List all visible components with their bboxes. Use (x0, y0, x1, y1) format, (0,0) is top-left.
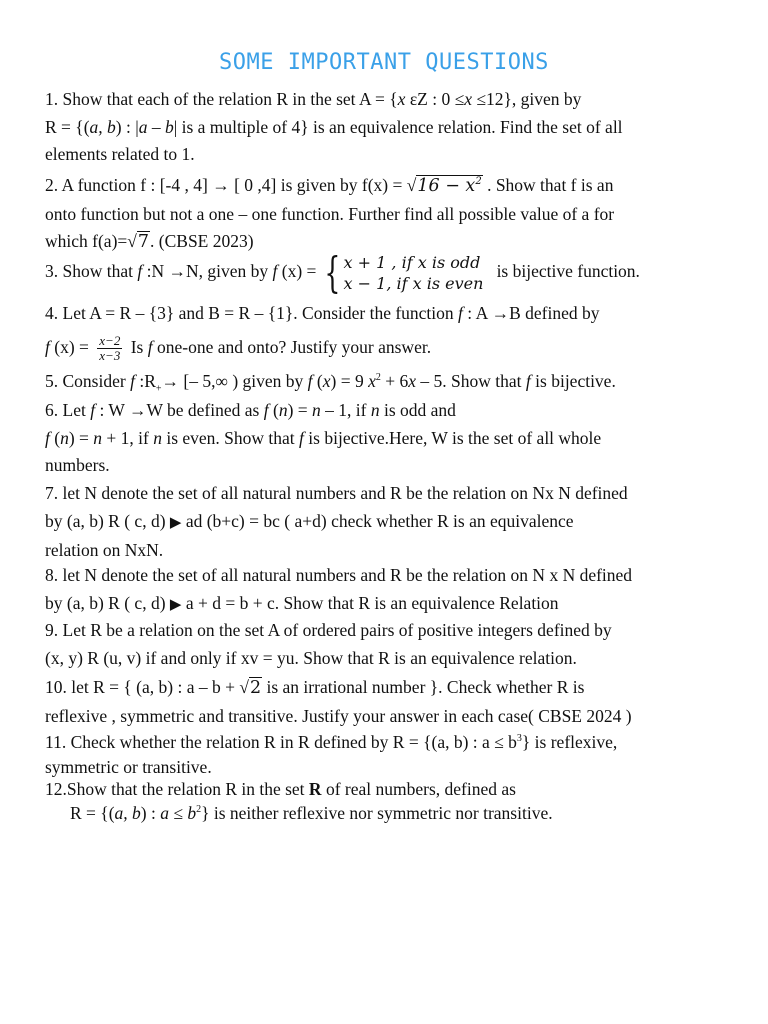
sqrt-seven: √7 (127, 231, 150, 252)
sqrt-two: √2 (239, 677, 262, 698)
question-2: 2. A function f : [-4 , 4] → [ 0 ,4] is given by $f(x) = √16 - x^2$ . Show that f is an onto function but not a one – one function. Further find all possible value of a for which f(a)=√7. (CBSE 2023) (45, 172, 735, 257)
question-8: 8. let N denote the set of all natural numbers and R be the relation on N x N defined by (a, b) R ( c, d) ▶ a + d = b + c. Show that R is an equivalence Relation (45, 565, 633, 613)
question-11: 11. Check whether the relation R in R defined by R = {(a, b) : $a \le b^3$} is reflexive, symmetric or transitive. (45, 732, 618, 777)
triangle-arrow-icon: ▶ (169, 514, 182, 531)
sqrt-expression: $√16 - x^2$ (406, 175, 482, 196)
question-6: 6. Let f : W →W be defined as f (n) = n – 1, if n is odd and f (n) = n + 1, if n is even. Show that f is bijective.Here, W is the set of all whole numbers. (45, 400, 602, 475)
question-1: 1. Show that each of the relation R in the set A = {x εZ : 0 ≤x ≤12}, given by R = {(a, b) : |a – b| is a multiple of 4} is an equivalence relation. Find the set of all elements related to 1. (45, 89, 623, 164)
question-4: 4. Let A = R – {3} and B = R – {1}. Consider the function f : A →B defined by f (x) = $\frac{x-2}{x-3}$ Is f one-one and onto? Justify your answer. (45, 303, 600, 363)
question-9: 9. Let R be a relation on the set A of ordered pairs of positive integers defined by (x, y) R (u, v) if and only if xv = yu. Show that R is an equivalence relation. (45, 620, 612, 668)
question-3: 3. Show that f :N →N, given by f (x) = { x + 1 , if x is odd x − 1, if x is even is bijective function. (45, 247, 640, 297)
question-10: 10. let R = { (a, b) : a – b + √2 is an irrational number }. Check whether R is reflexive , symmetric and transitive. Justify your answer in each case( CBSE 2024 ) (45, 674, 735, 730)
question-5: 5. Consider f $:R_+\to$ [– 5,∞ ) given by f (x) = 9 $x^2 + 6x - 5$. Show that f is bijective. (45, 371, 616, 395)
question-12: 12.Show that the relation R in the set R of real numbers, defined as R = {(a, b) : $a \le b^2$} is neither reflexive nor symmetric nor transitive. (45, 779, 553, 823)
fraction: $\frac{x-2}{x-3}$ (99, 332, 121, 363)
question-7: 7. let N denote the set of all natural numbers and R be the relation on Nx N defined by (a, b) R ( c, d) ▶ ad (b+c) = bc ( a+d) check whether R is an equivalence relation on NxN. (45, 483, 628, 560)
triangle-arrow-icon: ▶ (169, 596, 182, 613)
page-title: SOME IMPORTANT QUESTIONS (219, 50, 549, 75)
piecewise-cases: x + 1 , if x is odd x − 1, if x is even (343, 252, 484, 293)
